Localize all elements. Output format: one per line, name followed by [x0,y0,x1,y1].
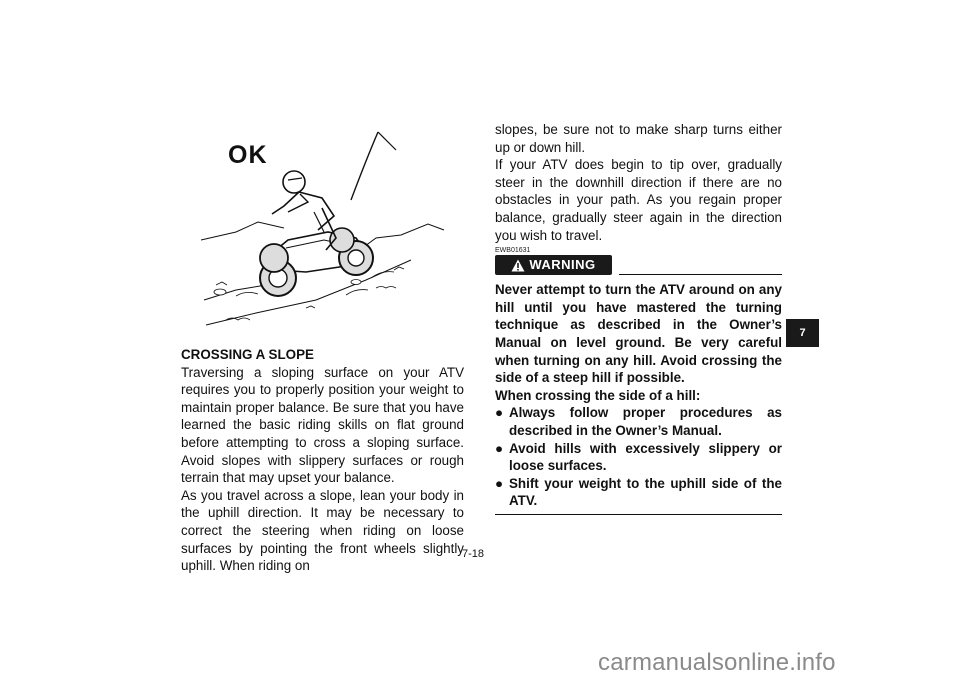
bullet-icon: ● [495,405,504,421]
bullet-icon: ● [495,440,504,456]
warning-text: Never attempt to turn the ATV around on any hill until you have mastered the turning technique as described in the Owner’s Manual on level ground. Be very careful when turning on any hill. Avoid crossing the side of a steep hill if possible. [495,282,782,386]
warning-triangle-icon [511,259,525,272]
body-paragraph: Traversing a sloping surface on your ATV requires you to properly position your weight to maintain proper balance. Be sure that you have learned the basic riding skills on flat ground before attempting to cross a sloping surface. Avoid slopes with slippery surfaces or rough terrain that may upset your balance. [181,364,464,486]
section-heading: CROSSING A SLOPE [181,347,314,362]
list-item: ● Avoid hills with excessively slippery or loose surfaces. [495,440,782,474]
list-item: ● Always follow proper procedures as described in the Owner’s Manual. [495,405,782,438]
right-column [495,121,782,515]
watermark: carmanualsonline.info [598,649,836,676]
body-paragraph: slopes, be sure not to make sharp turns either up or down hill. [495,122,782,155]
warning-end-rule [495,514,782,515]
left-column [181,346,464,575]
warning-header [495,255,782,277]
bullet-icon: ● [495,475,504,491]
warning-code: EWB01631 [495,247,531,255]
chapter-tab: 7 [786,319,819,347]
warning-rule [619,274,782,275]
body-paragraph: As you travel across a slope, lean your body in the uphill direction. It may be necessary to correct the steering when riding on loose surfaces by pointing the front wheels slightly uphill. When riding on [181,487,464,574]
warning-subheading: When crossing the side of a hill: [495,387,701,403]
warning-bullet-list [495,404,782,510]
warning-body [495,281,782,510]
warning-label: WARNING [529,257,596,273]
page-number: 7-18 [462,548,485,560]
ok-label: OK [228,141,268,169]
warning-badge [495,255,612,275]
list-item: ● Shift your weight to the uphill side of the ATV. [495,475,782,509]
body-paragraph: If your ATV does begin to tip over, gradually steer in the downhill direction if there are no obstacles in your path. As you regain proper balance, gradually steer again in the direction you wish to travel. [495,157,782,243]
